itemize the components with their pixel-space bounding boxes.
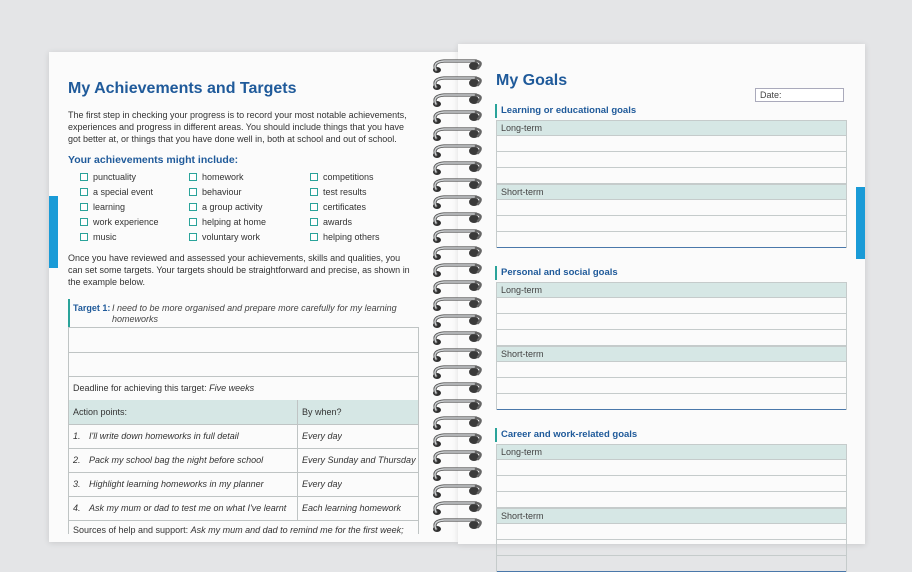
- checklist-label: music: [93, 232, 117, 242]
- spiral-coil: [433, 282, 481, 294]
- goal-entry-line[interactable]: [497, 298, 846, 314]
- checkbox[interactable]: [310, 218, 318, 226]
- blank-row[interactable]: [69, 328, 418, 353]
- spiral-binding: [426, 52, 492, 533]
- checklist-item[interactable]: [189, 217, 266, 227]
- checklist-label: test results: [323, 187, 367, 197]
- action-text-cell: [69, 448, 298, 472]
- date-label: Date:: [760, 90, 782, 100]
- action-header-row: [69, 400, 418, 425]
- action-row: [69, 424, 418, 449]
- checklist-label: learning: [93, 202, 126, 212]
- action-when: Each learning homework: [302, 503, 402, 513]
- long-term-label: Long-term: [497, 282, 846, 298]
- goal-entry-line[interactable]: [497, 378, 846, 394]
- goal-table: [496, 120, 847, 248]
- spiral-coil: [433, 299, 481, 311]
- spiral-coil: [433, 503, 481, 515]
- target-box: [68, 299, 419, 327]
- spiral-coil: [433, 265, 481, 277]
- sources-label: Sources of help and support:: [73, 525, 189, 535]
- spiral-coil: [433, 367, 481, 379]
- long-term-label: Long-term: [497, 444, 846, 460]
- checklist-label: helping others: [323, 232, 380, 242]
- spiral-coil: [433, 316, 481, 328]
- checklist-label: voluntary work: [202, 232, 261, 242]
- action-number: 2.: [73, 455, 81, 465]
- checklist-item[interactable]: [80, 172, 136, 182]
- spiral-coil: [433, 95, 481, 107]
- right-page-title: My Goals: [496, 72, 568, 89]
- goal-section-heading: Career and work-related goals: [495, 428, 845, 442]
- checkbox[interactable]: [310, 203, 318, 211]
- action-text: Pack my school bag the night before school: [89, 455, 264, 465]
- short-term-label: Short-term: [497, 346, 846, 362]
- target-table: [68, 327, 419, 534]
- checkbox[interactable]: [310, 188, 318, 196]
- goal-table: [496, 282, 847, 410]
- spiral-coil: [433, 61, 481, 73]
- spiral-coil: [433, 78, 481, 90]
- goal-entry-line[interactable]: [497, 330, 846, 346]
- checkbox[interactable]: [189, 203, 197, 211]
- left-page-title: My Achievements and Targets: [68, 80, 297, 97]
- action-row: [69, 496, 418, 521]
- goal-entry-line[interactable]: [497, 232, 846, 248]
- goal-entry-line[interactable]: [497, 216, 846, 232]
- goal-entry-line[interactable]: [497, 476, 846, 492]
- goal-entry-line[interactable]: [497, 362, 846, 378]
- checklist-item[interactable]: [189, 187, 242, 197]
- checklist-item[interactable]: [189, 232, 260, 242]
- goal-entry-line[interactable]: [497, 492, 846, 508]
- left-page-tab: [49, 196, 58, 268]
- action-when: Every Sunday and Thursday: [302, 455, 416, 465]
- action-row: [69, 448, 418, 473]
- checklist-item[interactable]: [80, 202, 125, 212]
- short-term-label: Short-term: [497, 184, 846, 200]
- checkbox[interactable]: [310, 233, 318, 241]
- deadline-value: Five weeks: [209, 383, 255, 393]
- goal-entry-line[interactable]: [497, 556, 846, 572]
- checklist-item[interactable]: [189, 202, 263, 212]
- checklist-item[interactable]: [310, 172, 374, 182]
- by-when-header: By when?: [302, 407, 342, 417]
- spiral-coil: [433, 469, 481, 481]
- goal-entry-line[interactable]: [497, 314, 846, 330]
- checklist-item[interactable]: [310, 187, 367, 197]
- checkbox[interactable]: [80, 203, 88, 211]
- action-number: 4.: [73, 503, 81, 513]
- checklist-item[interactable]: [310, 232, 380, 242]
- spiral-coil: [433, 163, 481, 175]
- checkbox[interactable]: [80, 218, 88, 226]
- action-number: 1.: [73, 431, 81, 441]
- long-term-label: Long-term: [497, 120, 846, 136]
- checklist-label: behaviour: [202, 187, 242, 197]
- checkbox[interactable]: [80, 173, 88, 181]
- blank-row[interactable]: [69, 352, 418, 377]
- spiral-coil: [433, 486, 481, 498]
- checklist-item[interactable]: [80, 187, 153, 197]
- action-text-cell: [69, 496, 298, 520]
- goal-table: [496, 444, 847, 572]
- goal-entry-line[interactable]: [497, 168, 846, 184]
- checklist-label: competitions: [323, 172, 374, 182]
- targets-intro-paragraph: Once you have reviewed and assessed your achievements, skills and qualities, you can set some targets. Your targets should be straightforward and precise, as shown in the example below.: [68, 253, 410, 287]
- goal-entry-line[interactable]: [497, 540, 846, 556]
- date-field[interactable]: [755, 88, 844, 102]
- goal-entry-line[interactable]: [497, 524, 846, 540]
- action-text-cell: [69, 424, 298, 448]
- spiral-coil: [433, 197, 481, 209]
- target-label: Target 1:: [73, 303, 111, 313]
- checklist-label: awards: [323, 217, 353, 227]
- checklist-label: work experience: [93, 217, 159, 227]
- spiral-coil: [433, 129, 481, 141]
- short-term-label: Short-term: [497, 508, 846, 524]
- checkbox[interactable]: [189, 188, 197, 196]
- checkbox[interactable]: [189, 233, 197, 241]
- checklist-label: a group activity: [202, 202, 263, 212]
- spiral-coil: [433, 146, 481, 158]
- action-row: [69, 472, 418, 497]
- deadline-label: Deadline for achieving this target:: [73, 383, 207, 393]
- checklist-label: homework: [202, 172, 244, 182]
- goal-entry-line[interactable]: [497, 394, 846, 410]
- checklist-label: a special event: [93, 187, 154, 197]
- deadline-row: [69, 376, 418, 401]
- checkbox[interactable]: [310, 173, 318, 181]
- goal-section-heading: Personal and social goals: [495, 266, 845, 280]
- achievements-heading: Your achievements might include:: [68, 154, 239, 166]
- checklist-item[interactable]: [189, 172, 244, 182]
- spiral-coil: [433, 350, 481, 362]
- target-text: I need to be more organised and prepare more carefully for my learning homeworks: [112, 303, 397, 324]
- checkbox[interactable]: [189, 173, 197, 181]
- checklist-label: punctuality: [93, 172, 137, 182]
- goal-entry-line[interactable]: [497, 460, 846, 476]
- spiral-coil: [433, 248, 481, 260]
- goal-section-heading: Learning or educational goals: [495, 104, 845, 118]
- goal-entry-line[interactable]: [497, 136, 846, 152]
- spiral-coil: [433, 401, 481, 413]
- checklist-item[interactable]: [310, 202, 366, 212]
- checkbox[interactable]: [80, 188, 88, 196]
- spiral-coil: [433, 333, 481, 345]
- checklist-label: certificates: [323, 202, 367, 212]
- spiral-coil: [433, 214, 481, 226]
- intro-paragraph: The first step in checking your progress is to record your most notable achievements, experiences and progress in different areas. You should include things that you have got better at, or things that you have done well in, both at school and out of school.: [68, 110, 407, 144]
- goal-entry-line[interactable]: [497, 200, 846, 216]
- spiral-coil: [433, 452, 481, 464]
- spiral-coil: [433, 231, 481, 243]
- action-text: Ask my mum or dad to test me on what I've learnt: [89, 503, 287, 513]
- checklist-item[interactable]: [80, 232, 117, 242]
- checklist-item[interactable]: [80, 217, 159, 227]
- spiral-coil: [433, 520, 481, 532]
- action-text: Highlight learning homeworks in my planner: [89, 479, 264, 489]
- checklist-item[interactable]: [310, 217, 352, 227]
- checkbox[interactable]: [80, 233, 88, 241]
- action-when: Every day: [302, 431, 343, 441]
- sources-row: [69, 520, 418, 544]
- action-text-cell: [69, 472, 298, 496]
- spiral-coil: [433, 180, 481, 192]
- action-when: Every day: [302, 479, 343, 489]
- spiral-coil: [433, 112, 481, 124]
- spiral-coil: [433, 435, 481, 447]
- sources-value: Ask my mum and dad to remind me for the first week;: [190, 525, 404, 535]
- spiral-coil: [433, 384, 481, 396]
- right-page-tab: [856, 187, 865, 259]
- checklist-label: helping at home: [202, 217, 267, 227]
- action-points-header: Action points:: [69, 400, 298, 424]
- spiral-coil: [433, 418, 481, 430]
- checkbox[interactable]: [189, 218, 197, 226]
- action-text: I'll write down homeworks in full detail: [89, 431, 239, 441]
- action-number: 3.: [73, 479, 81, 489]
- goal-entry-line[interactable]: [497, 152, 846, 168]
